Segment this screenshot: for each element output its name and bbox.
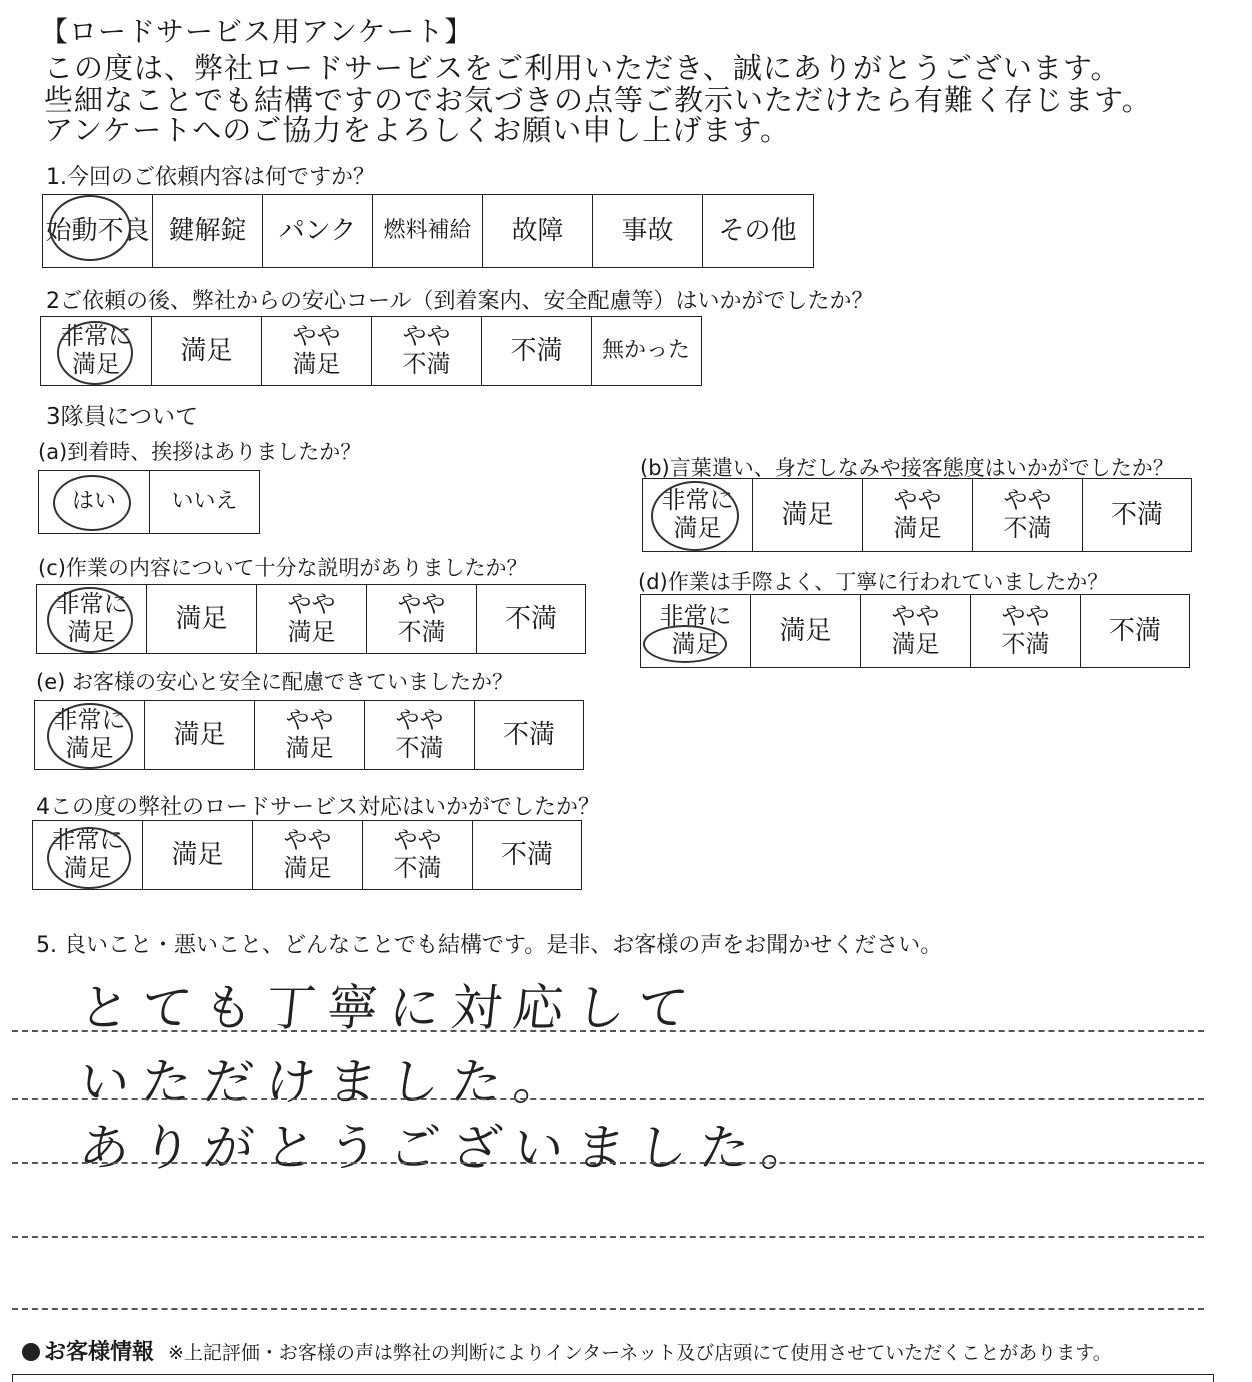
q3c-option-2[interactable]: 満足 (147, 585, 257, 653)
customer-info-note: ※上記評価・お客様の声は弊社の判断によりインターネット及び店頭にて使用させていただくことがあります。 (168, 1342, 1112, 1364)
customer-info-heading: お客様情報 (44, 1340, 155, 1365)
q3e-option-3[interactable]: やや 満足 (255, 701, 365, 769)
comment-rule (12, 1308, 1204, 1310)
q3c-option-4[interactable]: やや 不満 (367, 585, 477, 653)
q2-label: 2ご依頼の後、弊社からの安心コール（到着案内、安全配慮等）はいかがでしたか？ (46, 289, 874, 314)
q3e-option-4[interactable]: やや 不満 (365, 701, 475, 769)
q4-option-2[interactable]: 満足 (143, 821, 253, 889)
q4-option-5[interactable]: 不満 (500, 839, 553, 870)
comment-rule (12, 1162, 1204, 1164)
comment-rule (12, 1236, 1204, 1238)
q3-label: 3隊員について (46, 404, 199, 430)
intro-line-1: この度は、弊社ロードサービスをご利用いただき、誠にありがとうございます。 (44, 51, 1121, 85)
q1-option-2[interactable]: 鍵解錠 (153, 195, 263, 267)
q3c-options (36, 584, 586, 654)
comment-rule (12, 1098, 1204, 1100)
q3c-label: (c)作業の内容について十分な説明がありましたか？ (38, 556, 528, 580)
q2-option-2[interactable]: 満足 (152, 317, 262, 385)
q3b-option-2[interactable]: 満足 (753, 479, 863, 551)
q3a-options (38, 470, 260, 534)
q3b-option-3[interactable]: やや 満足 (863, 479, 973, 551)
q4-option-4[interactable]: やや 不満 (363, 821, 473, 889)
q2-option-1[interactable]: 非常に 満足 (41, 317, 152, 385)
q3d-options (640, 594, 1190, 668)
q3a-option-1[interactable]: はい (39, 471, 150, 533)
q4-options (32, 820, 582, 890)
q4-option-3[interactable]: やや 満足 (253, 821, 363, 889)
survey-title: 【ロードサービス用アンケート】 (40, 15, 474, 48)
q3c-option-1[interactable]: 非常に 満足 (37, 585, 147, 653)
q3d-label: (d)作業は手際よく、丁寧に行われていましたか？ (638, 570, 1109, 594)
q3d-option-3[interactable]: やや 満足 (861, 595, 971, 667)
customer-info-header (22, 1335, 1112, 1366)
intro-line-3: アンケートへのご協力をよろしくお願い申し上げます。 (44, 113, 790, 147)
q2-option-4[interactable]: やや 不満 (372, 317, 482, 385)
q3c-option-3[interactable]: やや 満足 (257, 585, 367, 653)
q2-options (40, 316, 702, 386)
q1-option-5[interactable]: 故障 (483, 195, 593, 267)
q3b-option-4[interactable]: やや 不満 (973, 479, 1083, 551)
q1-option-4[interactable]: 燃料補給 (373, 195, 483, 267)
bullet-icon (22, 1343, 40, 1361)
q3d-option-2[interactable]: 満足 (751, 595, 861, 667)
q1-option-7[interactable]: その他 (718, 215, 797, 246)
q5-label: 5. 良いこと・悪いこと、どんなことでも結構です。是非、お客様の声をお聞かせください。 (36, 933, 943, 958)
customer-info-table (12, 1374, 1214, 1382)
comment-line-3: ありがとうございました。 (76, 1119, 827, 1177)
q1-label: 1.今回のご依頼内容は何ですか？ (46, 165, 375, 190)
q2-option-3[interactable]: やや 満足 (262, 317, 372, 385)
q1-option-1[interactable]: 始動不良 (43, 195, 153, 267)
q1-option-3[interactable]: パンク (263, 195, 373, 267)
q3d-option-5[interactable]: 不満 (1108, 615, 1161, 646)
intro-line-2: 些細なことでも結構ですのでお気づきの点等ご教示いただけたら有難く存じます。 (44, 83, 1152, 117)
q3e-label: (e) お客様の安心と安全に配慮できていましたか？ (36, 670, 513, 694)
q3a-label: (a)到着時、挨拶はありましたか？ (38, 440, 362, 464)
comment-line-1: とても丁寧に対応して (76, 979, 703, 1037)
q2-option-5[interactable]: 不満 (482, 317, 592, 385)
q3b-label: (b)言葉遣い、身だしなみや接客態度はいかがでしたか？ (640, 456, 1174, 480)
q4-option-1[interactable]: 非常に 満足 (33, 821, 143, 889)
q3e-options (34, 700, 584, 770)
q3e-option-2[interactable]: 満足 (145, 701, 255, 769)
q3a-option-2[interactable]: いいえ (171, 488, 238, 514)
q3c-option-5[interactable]: 不満 (504, 603, 557, 634)
q3e-option-1[interactable]: 非常に 満足 (35, 701, 145, 769)
q4-label: 4この度の弊社のロードサービス対応はいかがでしたか？ (36, 795, 600, 820)
q3b-options (642, 478, 1192, 552)
q1-options (42, 194, 814, 268)
q1-option-6[interactable]: 事故 (593, 195, 703, 267)
q3e-option-5[interactable]: 不満 (502, 719, 555, 750)
comment-rule (12, 1030, 1204, 1032)
q3b-option-1[interactable]: 非常に 満足 (643, 479, 753, 551)
q2-option-6[interactable]: 無かった (601, 337, 690, 363)
comment-line-2: いただけました。 (76, 1053, 579, 1111)
q3d-option-1[interactable]: 非常に 満足 (641, 595, 751, 667)
q3d-option-4[interactable]: やや 不満 (971, 595, 1081, 667)
q3b-option-5[interactable]: 不満 (1110, 499, 1163, 530)
